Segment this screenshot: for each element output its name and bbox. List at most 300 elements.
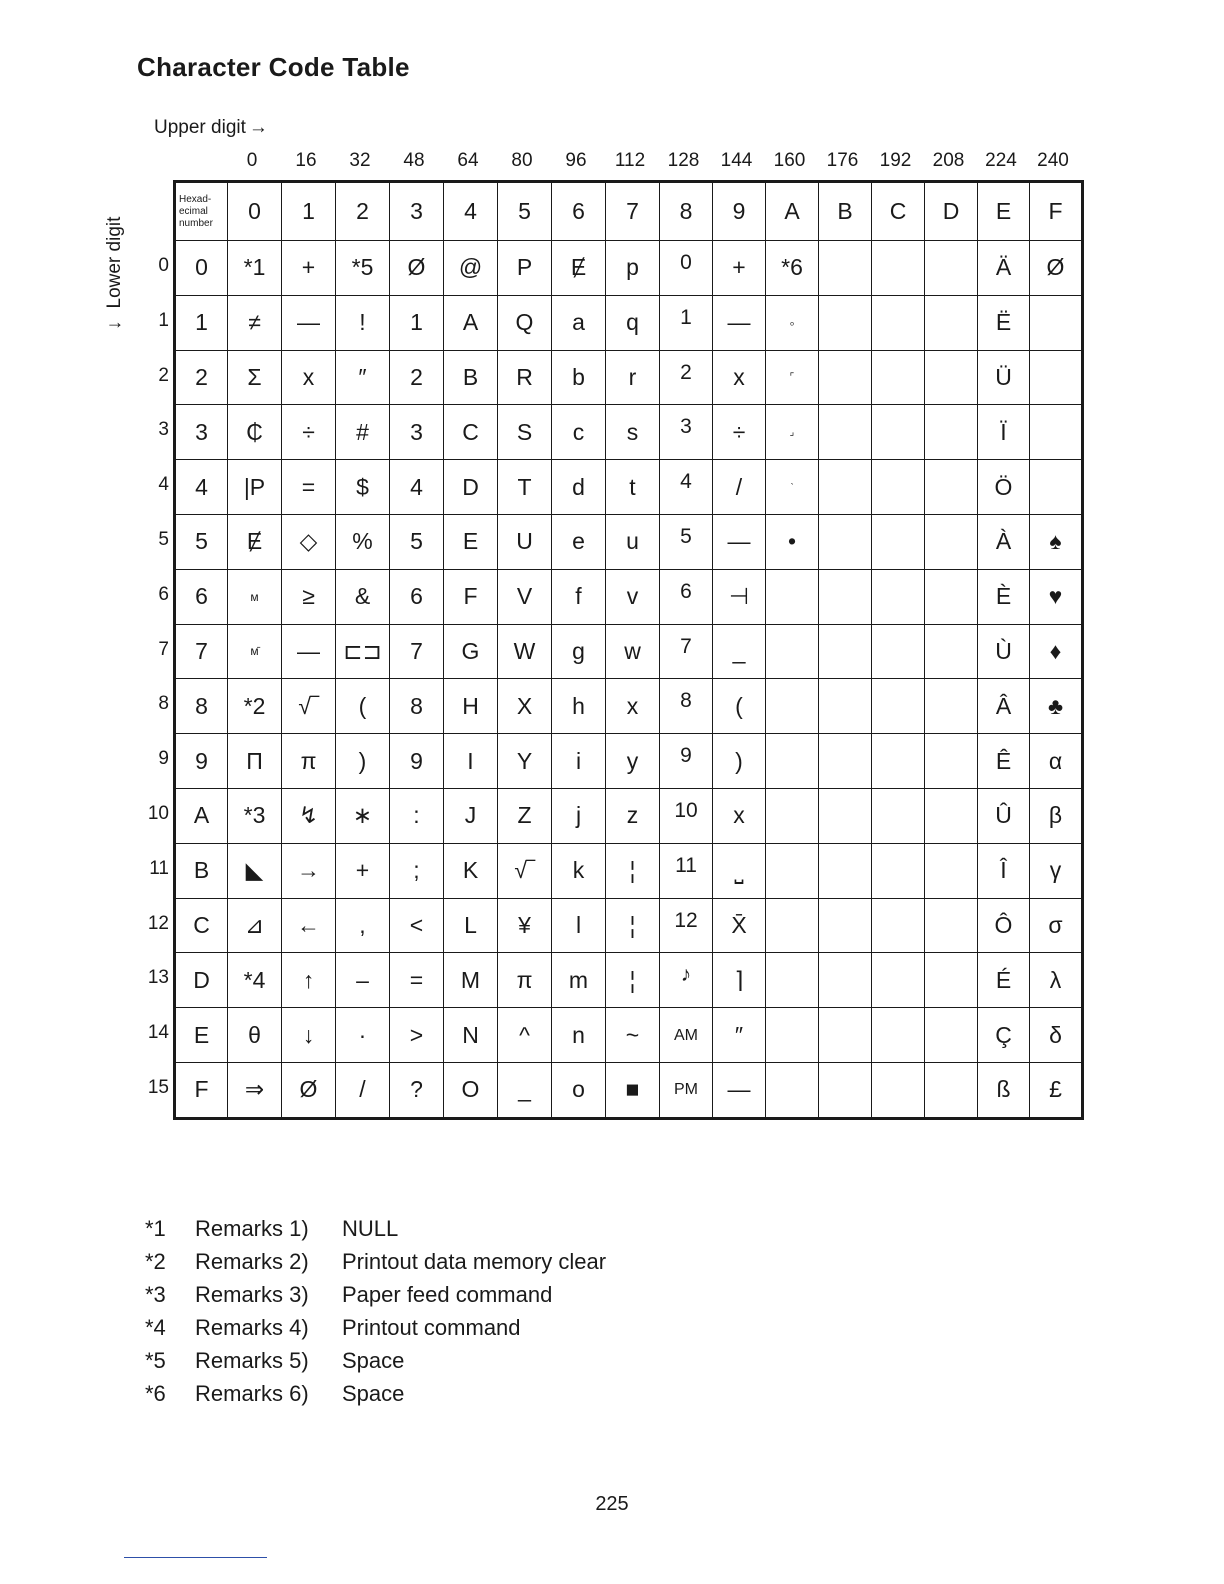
code-cell: ♪ — [660, 953, 713, 1008]
code-cell: π — [282, 734, 336, 789]
code-cell: Ü — [978, 350, 1030, 405]
row-hex-label: 3 — [176, 405, 228, 460]
page-number: 225 — [595, 1493, 629, 1515]
upper-digit-value: 192 — [879, 150, 912, 171]
code-cell: ? — [390, 1062, 444, 1117]
code-cell — [872, 734, 925, 789]
upper-digit-value: 160 — [773, 150, 806, 171]
code-cell: x — [713, 788, 766, 843]
code-cell — [819, 295, 872, 350]
code-cell — [872, 514, 925, 569]
code-cell: b — [552, 350, 606, 405]
code-cell: x — [713, 350, 766, 405]
code-cell — [925, 1008, 978, 1063]
code-cell — [819, 514, 872, 569]
code-cell: W — [498, 624, 552, 679]
right-arrow-icon: → — [248, 117, 268, 138]
hex-header-cell: E — [978, 183, 1030, 241]
code-cell: ◇ — [282, 514, 336, 569]
row-hex-label: 0 — [176, 241, 228, 296]
hex-header-cell: 4 — [444, 183, 498, 241]
code-cell — [819, 460, 872, 515]
hex-header-cell: B — [819, 183, 872, 241]
code-cell — [872, 898, 925, 953]
hex-header-cell: 3 — [390, 183, 444, 241]
hex-header-cell: 7 — [606, 183, 660, 241]
code-cell: + — [713, 241, 766, 296]
code-cell: 5 — [390, 514, 444, 569]
table-row — [176, 843, 1082, 898]
code-cell — [872, 624, 925, 679]
code-cell: I — [444, 734, 498, 789]
remark-text: Printout data memory clear — [342, 1249, 607, 1274]
code-cell: ! — [336, 295, 390, 350]
code-cell: 5 — [660, 514, 713, 569]
remark-row — [145, 1311, 606, 1344]
remark-key: *6 — [145, 1381, 166, 1406]
code-cell — [872, 679, 925, 734]
code-cell: 6 — [390, 569, 444, 624]
code-cell: γ — [1030, 843, 1082, 898]
code-cell: 10 — [660, 788, 713, 843]
code-cell: ♥ — [1030, 569, 1082, 624]
code-cell — [872, 843, 925, 898]
code-cell: δ — [1030, 1008, 1082, 1063]
down-arrow-icon: ↓ — [104, 320, 125, 330]
hex-header-cell: D — [925, 183, 978, 241]
code-cell — [819, 898, 872, 953]
code-cell — [925, 734, 978, 789]
row-hex-label: 6 — [176, 569, 228, 624]
remark-label: Remarks 4) — [195, 1315, 309, 1340]
code-cell: H — [444, 679, 498, 734]
hex-header-cell: 1 — [282, 183, 336, 241]
code-cell: 9 — [390, 734, 444, 789]
code-cell — [819, 1008, 872, 1063]
code-cell: — — [713, 295, 766, 350]
table-row — [176, 460, 1082, 515]
code-cell: k — [552, 843, 606, 898]
hex-header-cell: 0 — [228, 183, 282, 241]
remark-label: Remarks 1) — [195, 1216, 309, 1241]
character-code-table — [175, 182, 1082, 1118]
code-cell: *4 — [228, 953, 282, 1008]
code-cell: – — [336, 953, 390, 1008]
code-cell: ◣ — [228, 843, 282, 898]
lower-digit-value: 13 — [147, 967, 169, 989]
code-cell: 0 — [660, 241, 713, 296]
upper-digit-label: Upper digit — [154, 117, 246, 138]
code-cell: É — [978, 953, 1030, 1008]
code-cell — [925, 241, 978, 296]
row-hex-label: B — [176, 843, 228, 898]
code-cell: α — [1030, 734, 1082, 789]
remark-row — [145, 1245, 606, 1278]
code-cell: Û — [978, 788, 1030, 843]
remark-label: Remarks 3) — [195, 1282, 309, 1307]
code-cell: ¦ — [606, 898, 660, 953]
bottom-rule — [124, 1557, 267, 1558]
row-hex-label: A — [176, 788, 228, 843]
code-cell: ≥ — [282, 569, 336, 624]
code-cell — [1030, 295, 1082, 350]
code-cell: s — [606, 405, 660, 460]
table-row — [176, 734, 1082, 789]
code-cell: — — [713, 1062, 766, 1117]
lower-digit-value: 15 — [147, 1076, 169, 1098]
hex-corner-label: Hexad-ecimal number — [176, 183, 228, 241]
code-cell: V — [498, 569, 552, 624]
hex-header-cell: C — [872, 183, 925, 241]
code-cell: ( — [336, 679, 390, 734]
code-cell: ₵ — [228, 405, 282, 460]
table-row — [176, 350, 1082, 405]
code-cell: q — [606, 295, 660, 350]
row-hex-label: 2 — [176, 350, 228, 405]
upper-digit-value: 176 — [826, 150, 859, 171]
lower-digit-value: 5 — [158, 528, 169, 550]
code-cell: £ — [1030, 1062, 1082, 1117]
table-row — [176, 241, 1082, 296]
table-row — [176, 569, 1082, 624]
upper-digit-value: 16 — [295, 150, 317, 171]
code-cell — [766, 569, 819, 624]
upper-digit-value: 112 — [614, 150, 646, 171]
remark-row — [145, 1344, 606, 1377]
code-cell — [819, 788, 872, 843]
code-cell: l — [552, 898, 606, 953]
code-cell: *3 — [228, 788, 282, 843]
remark-key: *4 — [145, 1315, 166, 1340]
hex-header-cell: 2 — [336, 183, 390, 241]
code-cell — [872, 953, 925, 1008]
lower-digit-value: 12 — [147, 912, 169, 934]
lower-digit-value: 6 — [158, 583, 169, 605]
table-row — [176, 1062, 1082, 1117]
upper-digit-value: 80 — [511, 150, 533, 171]
code-cell: + — [282, 241, 336, 296]
code-cell: Ê — [978, 734, 1030, 789]
code-cell — [819, 405, 872, 460]
code-cell: Ä — [978, 241, 1030, 296]
code-cell — [872, 1008, 925, 1063]
code-cell: B — [444, 350, 498, 405]
code-cell: *2 — [228, 679, 282, 734]
code-cell: Ô — [978, 898, 1030, 953]
remark-key: *1 — [145, 1216, 166, 1241]
code-cell: √‾ — [498, 843, 552, 898]
lower-digit-label: Lower digit — [104, 216, 125, 309]
code-cell: L — [444, 898, 498, 953]
code-cell: Q — [498, 295, 552, 350]
hex-header-cell: 6 — [552, 183, 606, 241]
row-hex-label: D — [176, 953, 228, 1008]
table-row — [176, 898, 1082, 953]
code-cell — [819, 624, 872, 679]
code-cell: ↑ — [282, 953, 336, 1008]
code-cell: Ø — [282, 1062, 336, 1117]
code-cell: _ — [713, 624, 766, 679]
code-cell: Z — [498, 788, 552, 843]
upper-digit-value: 64 — [457, 150, 479, 171]
code-cell: j — [552, 788, 606, 843]
code-cell: À — [978, 514, 1030, 569]
code-cell: 1 — [660, 295, 713, 350]
code-cell: # — [336, 405, 390, 460]
table-row — [176, 624, 1082, 679]
code-cell: x — [282, 350, 336, 405]
code-cell: o — [552, 1062, 606, 1117]
code-cell — [872, 460, 925, 515]
code-cell: • — [766, 514, 819, 569]
code-cell: ⊿ — [228, 898, 282, 953]
remark-label: Remarks 6) — [195, 1381, 309, 1406]
code-cell — [925, 624, 978, 679]
code-cell: → — [282, 843, 336, 898]
code-cell: J — [444, 788, 498, 843]
code-cell: A — [444, 295, 498, 350]
code-cell — [872, 241, 925, 296]
code-cell: 6 — [660, 569, 713, 624]
lower-digit-value: 1 — [158, 309, 169, 331]
code-cell: 4 — [660, 460, 713, 515]
code-cell: ) — [336, 734, 390, 789]
character-code-grid — [173, 180, 1084, 1120]
code-cell: ≠ — [228, 295, 282, 350]
code-cell: ∗ — [336, 788, 390, 843]
code-cell: 2 — [660, 350, 713, 405]
code-cell: 9 — [660, 734, 713, 789]
code-cell: |P — [228, 460, 282, 515]
code-cell: G — [444, 624, 498, 679]
code-cell: t — [606, 460, 660, 515]
code-cell: Ø — [1030, 241, 1082, 296]
hex-header-row — [176, 183, 1082, 241]
code-cell: 4 — [390, 460, 444, 515]
code-cell: / — [713, 460, 766, 515]
lower-digit-value: 14 — [147, 1022, 169, 1044]
code-cell: r — [606, 350, 660, 405]
code-cell: d — [552, 460, 606, 515]
remark-key: *2 — [145, 1249, 166, 1274]
code-cell — [819, 350, 872, 405]
code-cell: PM — [660, 1062, 713, 1117]
code-cell: x — [606, 679, 660, 734]
code-cell: 8 — [660, 679, 713, 734]
code-cell: ″ — [713, 1008, 766, 1063]
code-cell: M — [444, 953, 498, 1008]
code-cell — [819, 679, 872, 734]
code-cell — [819, 1062, 872, 1117]
code-cell — [925, 953, 978, 1008]
code-cell — [925, 843, 978, 898]
code-cell — [925, 405, 978, 460]
code-cell — [819, 843, 872, 898]
remark-key: *3 — [145, 1282, 166, 1307]
code-cell: 2 — [390, 350, 444, 405]
code-cell: X — [498, 679, 552, 734]
code-cell — [1030, 460, 1082, 515]
code-cell: u — [606, 514, 660, 569]
code-cell — [766, 898, 819, 953]
upper-digit-value: 48 — [403, 150, 425, 171]
remark-text: Space — [342, 1381, 405, 1406]
row-hex-label: C — [176, 898, 228, 953]
code-cell: λ — [1030, 953, 1082, 1008]
code-cell: ⌟ — [766, 405, 819, 460]
row-hex-label: 4 — [176, 460, 228, 515]
code-cell — [925, 1062, 978, 1117]
code-cell: _ — [498, 1062, 552, 1117]
code-cell: — — [282, 295, 336, 350]
code-cell — [925, 514, 978, 569]
upper-digit-value: 224 — [985, 150, 1017, 171]
code-cell: ⌉ — [713, 953, 766, 1008]
page-title: Character Code Table — [137, 52, 410, 82]
code-cell: ← — [282, 898, 336, 953]
row-hex-label: 9 — [176, 734, 228, 789]
code-cell: θ — [228, 1008, 282, 1063]
code-cell: a — [552, 295, 606, 350]
lower-digit-value: 7 — [158, 638, 169, 660]
code-cell: i — [552, 734, 606, 789]
code-cell: n — [552, 1008, 606, 1063]
code-cell: Ù — [978, 624, 1030, 679]
code-cell: Ɇ — [552, 241, 606, 296]
code-cell: g — [552, 624, 606, 679]
code-cell: 3 — [660, 405, 713, 460]
code-cell: β — [1030, 788, 1082, 843]
table-row — [176, 295, 1082, 350]
code-cell: ; — [390, 843, 444, 898]
upper-digit-caption — [154, 117, 268, 139]
lower-digit-value: 11 — [149, 857, 169, 879]
code-cell: D — [444, 460, 498, 515]
table-row — [176, 679, 1082, 734]
remark-key: *5 — [145, 1348, 166, 1373]
code-cell: U — [498, 514, 552, 569]
hex-header-cell: 9 — [713, 183, 766, 241]
code-cell: $ — [336, 460, 390, 515]
code-cell: Ï — [978, 405, 1030, 460]
code-cell: *1 — [228, 241, 282, 296]
code-cell: F — [444, 569, 498, 624]
table-row — [176, 514, 1082, 569]
code-cell: 8 — [390, 679, 444, 734]
code-cell: ⌜ — [766, 350, 819, 405]
code-cell: ÷ — [282, 405, 336, 460]
code-cell: ⎵ — [713, 843, 766, 898]
code-cell: ÷ — [713, 405, 766, 460]
code-cell: — — [282, 624, 336, 679]
upper-digit-value: 128 — [667, 150, 700, 171]
lower-digit-value: 2 — [158, 364, 169, 386]
table-row — [176, 953, 1082, 1008]
code-cell: w — [606, 624, 660, 679]
remark-text: Printout command — [342, 1315, 521, 1340]
code-cell: ᴍ — [228, 569, 282, 624]
code-cell: C — [444, 405, 498, 460]
code-cell: ↓ — [282, 1008, 336, 1063]
lower-digit-value: 9 — [158, 748, 169, 770]
code-cell: AM — [660, 1008, 713, 1063]
code-cell: / — [336, 1062, 390, 1117]
table-row — [176, 1008, 1082, 1063]
code-cell: < — [390, 898, 444, 953]
table-row — [176, 788, 1082, 843]
code-cell: È — [978, 569, 1030, 624]
code-cell: N — [444, 1008, 498, 1063]
code-cell — [1030, 405, 1082, 460]
code-cell: X̄ — [713, 898, 766, 953]
remark-label: Remarks 2) — [195, 1249, 309, 1274]
hex-header-cell: A — [766, 183, 819, 241]
code-cell: Ç — [978, 1008, 1030, 1063]
row-hex-label: 7 — [176, 624, 228, 679]
code-cell: Ë — [978, 295, 1030, 350]
hex-header-cell: 8 — [660, 183, 713, 241]
code-cell — [872, 350, 925, 405]
code-cell: ↯ — [282, 788, 336, 843]
code-cell: v — [606, 569, 660, 624]
code-cell: + — [336, 843, 390, 898]
code-cell: ⊣ — [713, 569, 766, 624]
row-hex-label: F — [176, 1062, 228, 1117]
hex-header-cell: 5 — [498, 183, 552, 241]
code-cell: ♠ — [1030, 514, 1082, 569]
code-cell — [766, 679, 819, 734]
code-cell: ¦ — [606, 843, 660, 898]
code-cell: ~ — [606, 1008, 660, 1063]
code-cell: Î — [978, 843, 1030, 898]
code-cell — [925, 295, 978, 350]
code-cell — [819, 734, 872, 789]
code-cell: y — [606, 734, 660, 789]
code-cell: K — [444, 843, 498, 898]
code-cell: R — [498, 350, 552, 405]
code-cell: 3 — [390, 405, 444, 460]
remarks-list — [145, 1212, 606, 1410]
code-cell: ♦ — [1030, 624, 1082, 679]
upper-digit-value: 144 — [720, 150, 753, 171]
code-cell: Π — [228, 734, 282, 789]
code-cell — [766, 624, 819, 679]
code-cell — [872, 1062, 925, 1117]
code-cell: f — [552, 569, 606, 624]
code-cell: m — [552, 953, 606, 1008]
code-cell: ‵ — [766, 460, 819, 515]
upper-digit-value: 240 — [1037, 150, 1069, 171]
row-hex-label: 8 — [176, 679, 228, 734]
code-cell: > — [390, 1008, 444, 1063]
code-cell: T — [498, 460, 552, 515]
code-cell — [766, 788, 819, 843]
code-cell: Â — [978, 679, 1030, 734]
code-cell: π — [498, 953, 552, 1008]
code-cell: Ö — [978, 460, 1030, 515]
code-cell — [925, 569, 978, 624]
remark-row — [145, 1377, 606, 1410]
code-cell — [819, 569, 872, 624]
code-cell: σ — [1030, 898, 1082, 953]
code-cell: 7 — [660, 624, 713, 679]
code-cell: 7 — [390, 624, 444, 679]
code-cell — [925, 350, 978, 405]
code-cell: h — [552, 679, 606, 734]
upper-digit-value: 208 — [932, 150, 965, 171]
code-cell: · — [336, 1008, 390, 1063]
code-cell: ¦ — [606, 953, 660, 1008]
